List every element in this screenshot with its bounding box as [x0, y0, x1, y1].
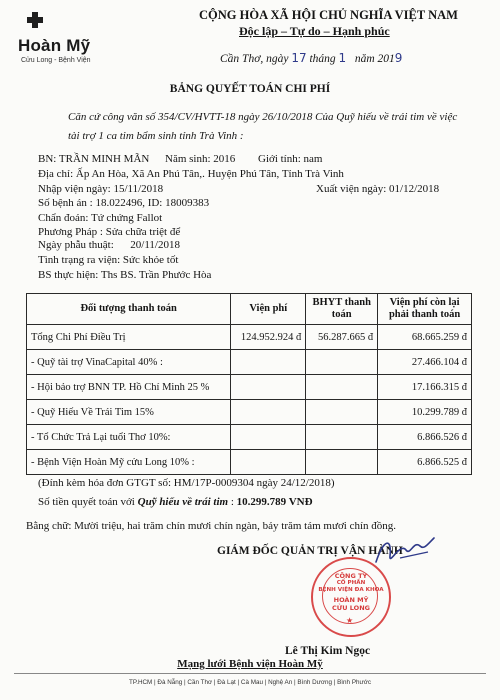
national-motto: Độc lập – Tự do – Hạnh phúc: [239, 24, 390, 38]
row-name: - Quỹ Hiếu Về Trái Tim 15%: [27, 400, 231, 425]
patient-method: Phương Pháp : Sửa chữa triệt để: [38, 226, 181, 238]
header-bhyt: BHYT thanh toán: [306, 294, 378, 325]
row-remaining: 17.166.315 đ: [378, 375, 472, 400]
settlement-amount-line: Số tiền quyết toán với Quỹ hiếu về trái tim : 10.299.789 VNĐ: [38, 496, 313, 508]
patient-admit-date: 15/11/2018: [113, 183, 164, 195]
row-bhyt: 56.287.665 đ: [306, 325, 378, 350]
footer-network-title: Mạng lưới Bệnh viện Hoàn Mỹ: [177, 658, 323, 670]
row-remaining: 6.866.525 đ: [378, 450, 472, 475]
amount-in-words: Bằng chữ: Mười triệu, hai trăm chín mươi chín ngàn, bảy trăm tám mươi chín đồng.: [26, 520, 397, 532]
document-date: [220, 51, 402, 65]
header-remaining: Viện phí còn lại phải thanh toán: [378, 294, 472, 325]
date-year: 2019: [377, 51, 403, 65]
header-fee: Viện phí: [231, 294, 306, 325]
table-row: [27, 400, 472, 425]
table-row: [27, 325, 472, 350]
patient-birth-year: 2016: [213, 153, 236, 165]
row-remaining: 27.466.104 đ: [378, 350, 472, 375]
patient-id: 18009383: [165, 197, 210, 209]
row-remaining: 68.665.259 đ: [378, 325, 472, 350]
row-fee: [231, 450, 306, 475]
row-fee: [231, 375, 306, 400]
signer-title: GIÁM ĐỐC QUẢN TRỊ VẬN HÀNH: [217, 545, 403, 557]
patient-diagnosis: Chẩn đoán: Tứ chứng Fallot: [38, 212, 163, 224]
table-header-row: [27, 294, 472, 325]
row-bhyt: [306, 450, 378, 475]
row-bhyt: [306, 425, 378, 450]
table-row: [27, 375, 472, 400]
hospital-logo-name: Hoàn Mỹ: [18, 36, 91, 55]
patient-diagnosis-value: Tứ chứng Fallot: [90, 212, 163, 224]
patient-admit: Nhập viện ngày: 15/11/2018: [38, 183, 164, 195]
header-payer: Đối tượng thanh toán: [27, 294, 231, 325]
patient-surgery-date: 20/11/2018: [130, 239, 180, 251]
invoice-note: (Đính kèm hóa đơn GTGT số: HM/17P-0009304 ngày 24/12/2018): [38, 477, 335, 489]
patient-gender: Giới tính: nam: [258, 153, 323, 165]
row-fee: [231, 400, 306, 425]
date-year-label: năm: [354, 53, 375, 65]
patient-surgery: Ngày phẫu thuật: 20/11/2018: [38, 239, 180, 251]
settlement-amount: 10.299.789 VNĐ: [236, 496, 313, 508]
row-name: - Bệnh Viện Hoàn Mỹ cửu Long 10% :: [27, 450, 231, 475]
row-remaining: 6.866.526 đ: [378, 425, 472, 450]
table-row: [27, 350, 472, 375]
company-seal: CÔNG TY CỔ PHẦN BỆNH VIỆN ĐA KHOA HOÀN MỸ CỬU LONG ★: [311, 557, 391, 637]
patient-doctor-name: Ths BS. Trần Phước Hòa: [100, 269, 212, 281]
row-fee: 124.952.924 đ: [231, 325, 306, 350]
patient-method-value: Sửa chữa triệt để: [105, 226, 181, 238]
table-row: [27, 450, 472, 475]
row-name: - Hội bảo trợ BNN TP. Hồ Chí Minh 25 %: [27, 375, 231, 400]
row-name: Tổng Chi Phí Điều Trị: [27, 325, 231, 350]
handwritten-signature: [370, 532, 440, 572]
date-month-label: tháng: [309, 53, 336, 65]
patient-record-number: 18.022496: [95, 197, 143, 209]
patient-address-value: Ấp An Hòa, Xã An Phú Tân,. Huyện Phú Tân, Tỉnh Trà Vinh: [75, 168, 344, 180]
row-name: - Quỹ tài trợ VinaCapital 40% :: [27, 350, 231, 375]
row-fee: [231, 350, 306, 375]
patient-status: Tình trạng ra viện: Sức khỏe tốt: [38, 254, 179, 266]
patient-name: TRẦN MINH MÃN: [58, 153, 150, 165]
row-bhyt: [306, 375, 378, 400]
patient-address: Địa chỉ: Ấp An Hòa, Xã An Phú Tân,. Huyện Phú Tân, Tỉnh Trà Vinh: [38, 168, 344, 180]
settlement-fund: Quỹ hiếu về trái tim: [137, 496, 229, 508]
intro-paragraph: Căn cứ công văn số 354/CV/HVTT-18 ngày 26/10/2018 Của Quỹ hiếu về trái tim về việc tài trợ 1 ca tim bẩm sinh tỉnh Trà Vinh :: [68, 111, 458, 142]
footer-divider: [14, 673, 486, 674]
row-remaining: 10.299.789 đ: [378, 400, 472, 425]
table-row: [27, 425, 472, 450]
patient-line-name: [38, 153, 149, 165]
cross-icon: [27, 12, 43, 28]
country-heading: CỘNG HÒA XÃ HỘI CHỦ NGHĨA VIỆT NAM: [199, 8, 458, 22]
patient-birth: Năm sinh: 2016: [165, 153, 236, 165]
signer-name: Lê Thị Kim Ngọc: [285, 645, 371, 657]
patient-discharge: Xuất viện ngày: 01/12/2018: [316, 183, 440, 195]
patient-record: Số bệnh án : 18.022496, ID: 18009383: [38, 197, 210, 209]
row-bhyt: [306, 400, 378, 425]
patient-discharge-date: 01/12/2018: [389, 183, 440, 195]
patient-gender-value: nam: [303, 153, 323, 165]
cost-table: [26, 293, 472, 475]
footer-locations: TP.HCM | Đà Nẵng | Cần Thơ | Đà Lạt | Cà Mau | Nghệ An | Bình Dương | Bình Phước: [128, 679, 372, 686]
row-bhyt: [306, 350, 378, 375]
seal-star-icon: ★: [346, 616, 354, 625]
hospital-logo-subtitle: Cửu Long - Bệnh Viện: [21, 57, 91, 64]
date-prefix: Cần Thơ, ngày: [220, 53, 289, 65]
patient-doctor: BS thực hiện: Ths BS. Trần Phước Hòa: [38, 269, 212, 281]
date-day: 17: [291, 51, 307, 65]
row-fee: [231, 425, 306, 450]
date-month: 1: [338, 51, 347, 65]
document-title: BẢNG QUYẾT TOÁN CHI PHÍ: [169, 83, 331, 95]
patient-status-value: Sức khỏe tốt: [122, 254, 179, 266]
row-name: - Tổ Chức Trả Lại tuổi Thơ 10%:: [27, 425, 231, 450]
patient-name-label: BN:: [38, 153, 57, 165]
